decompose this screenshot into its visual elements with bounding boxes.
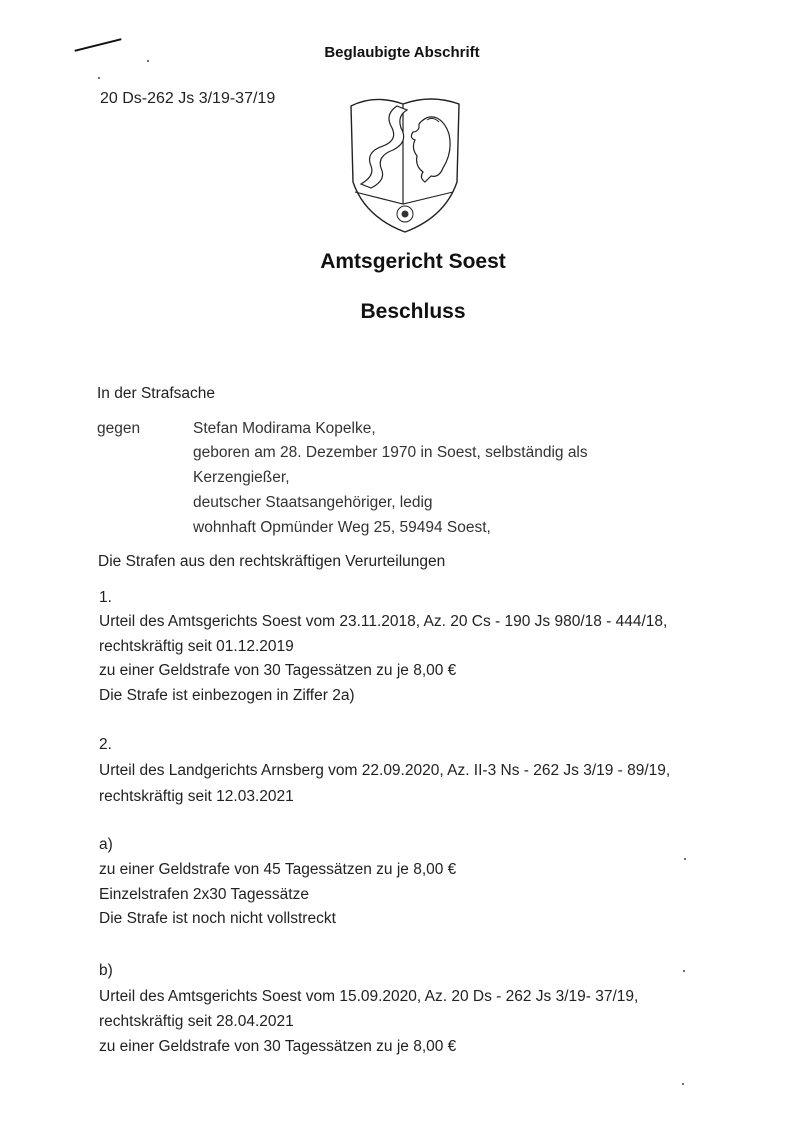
defendant-occupation: Kerzengießer, [193,469,290,486]
item-2b-fine: zu einer Geldstrafe von 30 Tagessätzen zu je 8,00 € [99,1038,457,1055]
item-2-judgment: Urteil des Landgerichts Arnsberg vom 22.09.2020, Az. II-3 Ns - 262 Js 3/19 - 89/19, [99,762,671,779]
scan-speck [684,858,686,860]
item-1-number: 1. [99,589,112,606]
nrw-coat-of-arms-icon [345,92,465,234]
item-1-fine: zu einer Geldstrafe von 30 Tagessätzen zu je 8,00 € [99,662,457,679]
document-type: Beschluss [360,300,466,323]
item-2a-individual: Einzelstrafen 2x30 Tagessätze [99,886,309,903]
item-1-judgment: Urteil des Amtsgerichts Soest vom 23.11.2018, Az. 20 Cs - 190 Js 980/18 - 444/18, [99,613,668,630]
scan-speck [683,970,685,972]
case-number: 20 Ds-262 Js 3/19-37/19 [100,90,276,107]
item-2a-fine: zu einer Geldstrafe von 45 Tagessätzen zu je 8,00 € [99,861,457,878]
against-label: gegen [97,420,141,437]
case-intro: In der Strafsache [97,385,216,402]
court-name: Amtsgericht Soest [320,250,506,273]
scan-speck [98,77,100,79]
item-2b-judgment: Urteil des Amtsgerichts Soest vom 15.09.2020, Az. 20 Ds - 262 Js 3/19- 37/19, [99,988,639,1005]
item-1-final-date: rechtskräftig seit 01.12.2019 [99,638,294,655]
defendant-address: wohnhaft Opmünder Weg 25, 59494 Soest, [193,519,491,536]
item-2-final-date: rechtskräftig seit 12.03.2021 [99,788,294,805]
item-2b-label: b) [99,962,113,979]
certification-title: Beglaubigte Abschrift [324,44,480,61]
item-2b-final-date: rechtskräftig seit 28.04.2021 [99,1013,294,1030]
defendant-nationality: deutscher Staatsangehöriger, ledig [193,494,433,511]
sentences-intro: Die Strafen aus den rechtskräftigen Verurteilungen [98,553,446,570]
item-2-number: 2. [99,736,112,753]
defendant-birth: geboren am 28. Dezember 1970 in Soest, selbständig als [193,444,588,461]
item-2a-status: Die Strafe ist noch nicht vollstreckt [99,910,336,927]
defendant-name: Stefan Modirama Kopelke, [193,420,376,437]
scan-speck [682,1083,684,1085]
item-1-note: Die Strafe ist einbezogen in Ziffer 2a) [99,687,355,704]
item-2a-label: a) [99,836,113,853]
